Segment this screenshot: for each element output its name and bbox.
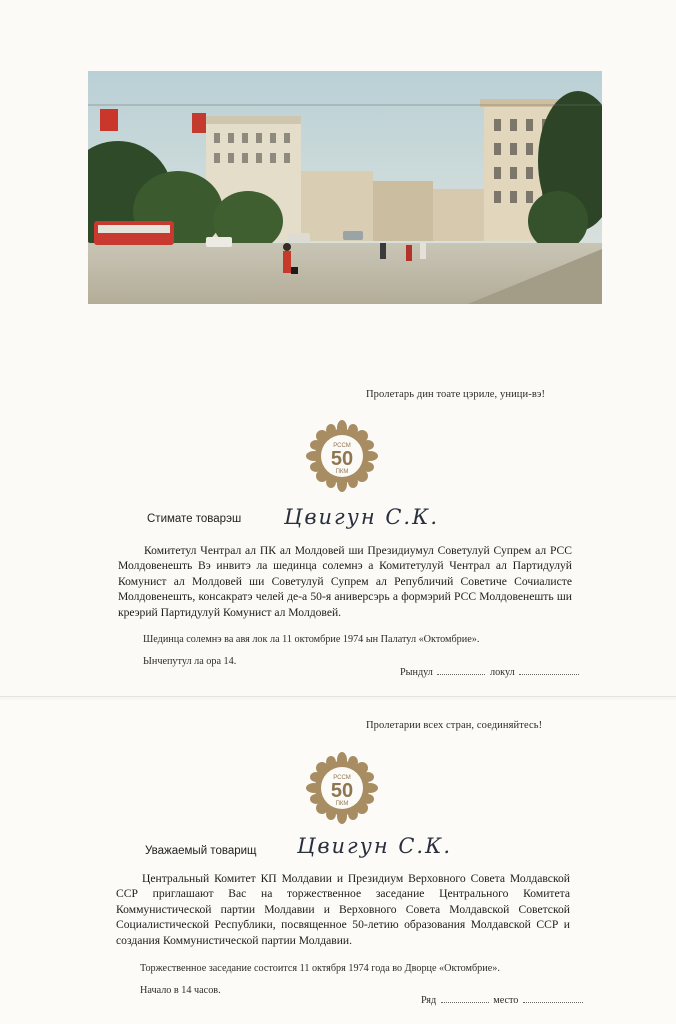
emblem-top-text: РССМ xyxy=(333,443,351,449)
city-street-photo xyxy=(88,71,602,304)
motto: Пролетарии всех стран, соединяйтесь! xyxy=(366,720,543,731)
emblem-number: 50 xyxy=(330,780,354,802)
motto: Пролетарь дин тоате цэриле, уници-вэ! xyxy=(366,389,546,400)
invitation-card-russian xyxy=(0,700,676,1024)
emblem-top-text: РССМ xyxy=(333,775,351,781)
seat-blank xyxy=(523,1002,583,1003)
row-label: Ряд xyxy=(421,995,437,1006)
start-time: Начало в 14 часов. xyxy=(140,985,221,996)
seat-label: место xyxy=(493,995,519,1006)
anniversary-emblem xyxy=(306,420,378,492)
row-label: Рындул xyxy=(400,667,433,678)
greeting-label: Стимате товарэш xyxy=(147,513,242,525)
invitation-body: Центральный Комитет КП Молдавии и Президиум Верховного Совета Молдавской ССР приглашают Вас на торжественное заседание Центрального Комитета Коммунистической партии Молдавии и Верховного Совета Молдавской Советской Социалистической Республики, посвященное 50-летию образования Молдавской ССР и создания Коммунистической партии Молдавии. xyxy=(116,872,570,947)
session-note: Торжественное заседание состоится 11 октября 1974 года во Дворце «Октомбрие». xyxy=(140,963,500,974)
handwritten-recipient-name: Цвигун С.К. xyxy=(297,834,453,858)
row-seat-fields xyxy=(400,666,581,679)
row-blank xyxy=(437,674,485,675)
emblem-bottom-text: ПКМ xyxy=(335,469,349,475)
invitation-body: Комитетул Чентрал ал ПК ал Молдовей ши Президиумул Советулуй Супрем ал РСС Молдовенешть Вэ инвитэ ла шединца солемнэ а Комитетулуй Чентрал ал Партидулуй Комунист ал Молдовей ши Советулуй Супрем ал Републичий Советиче Сочиалисте Молдовенешть, консакратэ челей де-а 50-я аниверсэрь а формэрий РСС Молдовенешть ши креэрий Партидулуй Комунист ал Молдовей. xyxy=(118,544,572,619)
anniversary-emblem xyxy=(306,752,378,824)
emblem-number: 50 xyxy=(330,448,354,470)
handwritten-recipient-name: Цвигун С.К. xyxy=(284,505,440,529)
row-seat-fields xyxy=(421,994,585,1007)
row-blank xyxy=(441,1002,489,1003)
seat-label: локул xyxy=(489,667,515,678)
emblem-bottom-text: ПКМ xyxy=(335,801,349,807)
seat-blank xyxy=(519,674,579,675)
greeting-label: Уважаемый товарищ xyxy=(145,845,257,857)
start-time: Ынчепутул ла ора 14. xyxy=(143,656,237,667)
session-note: Шединца солемнэ ва авя лок ла 11 октомбрие 1974 ын Палатул «Октомбрие». xyxy=(143,634,480,645)
